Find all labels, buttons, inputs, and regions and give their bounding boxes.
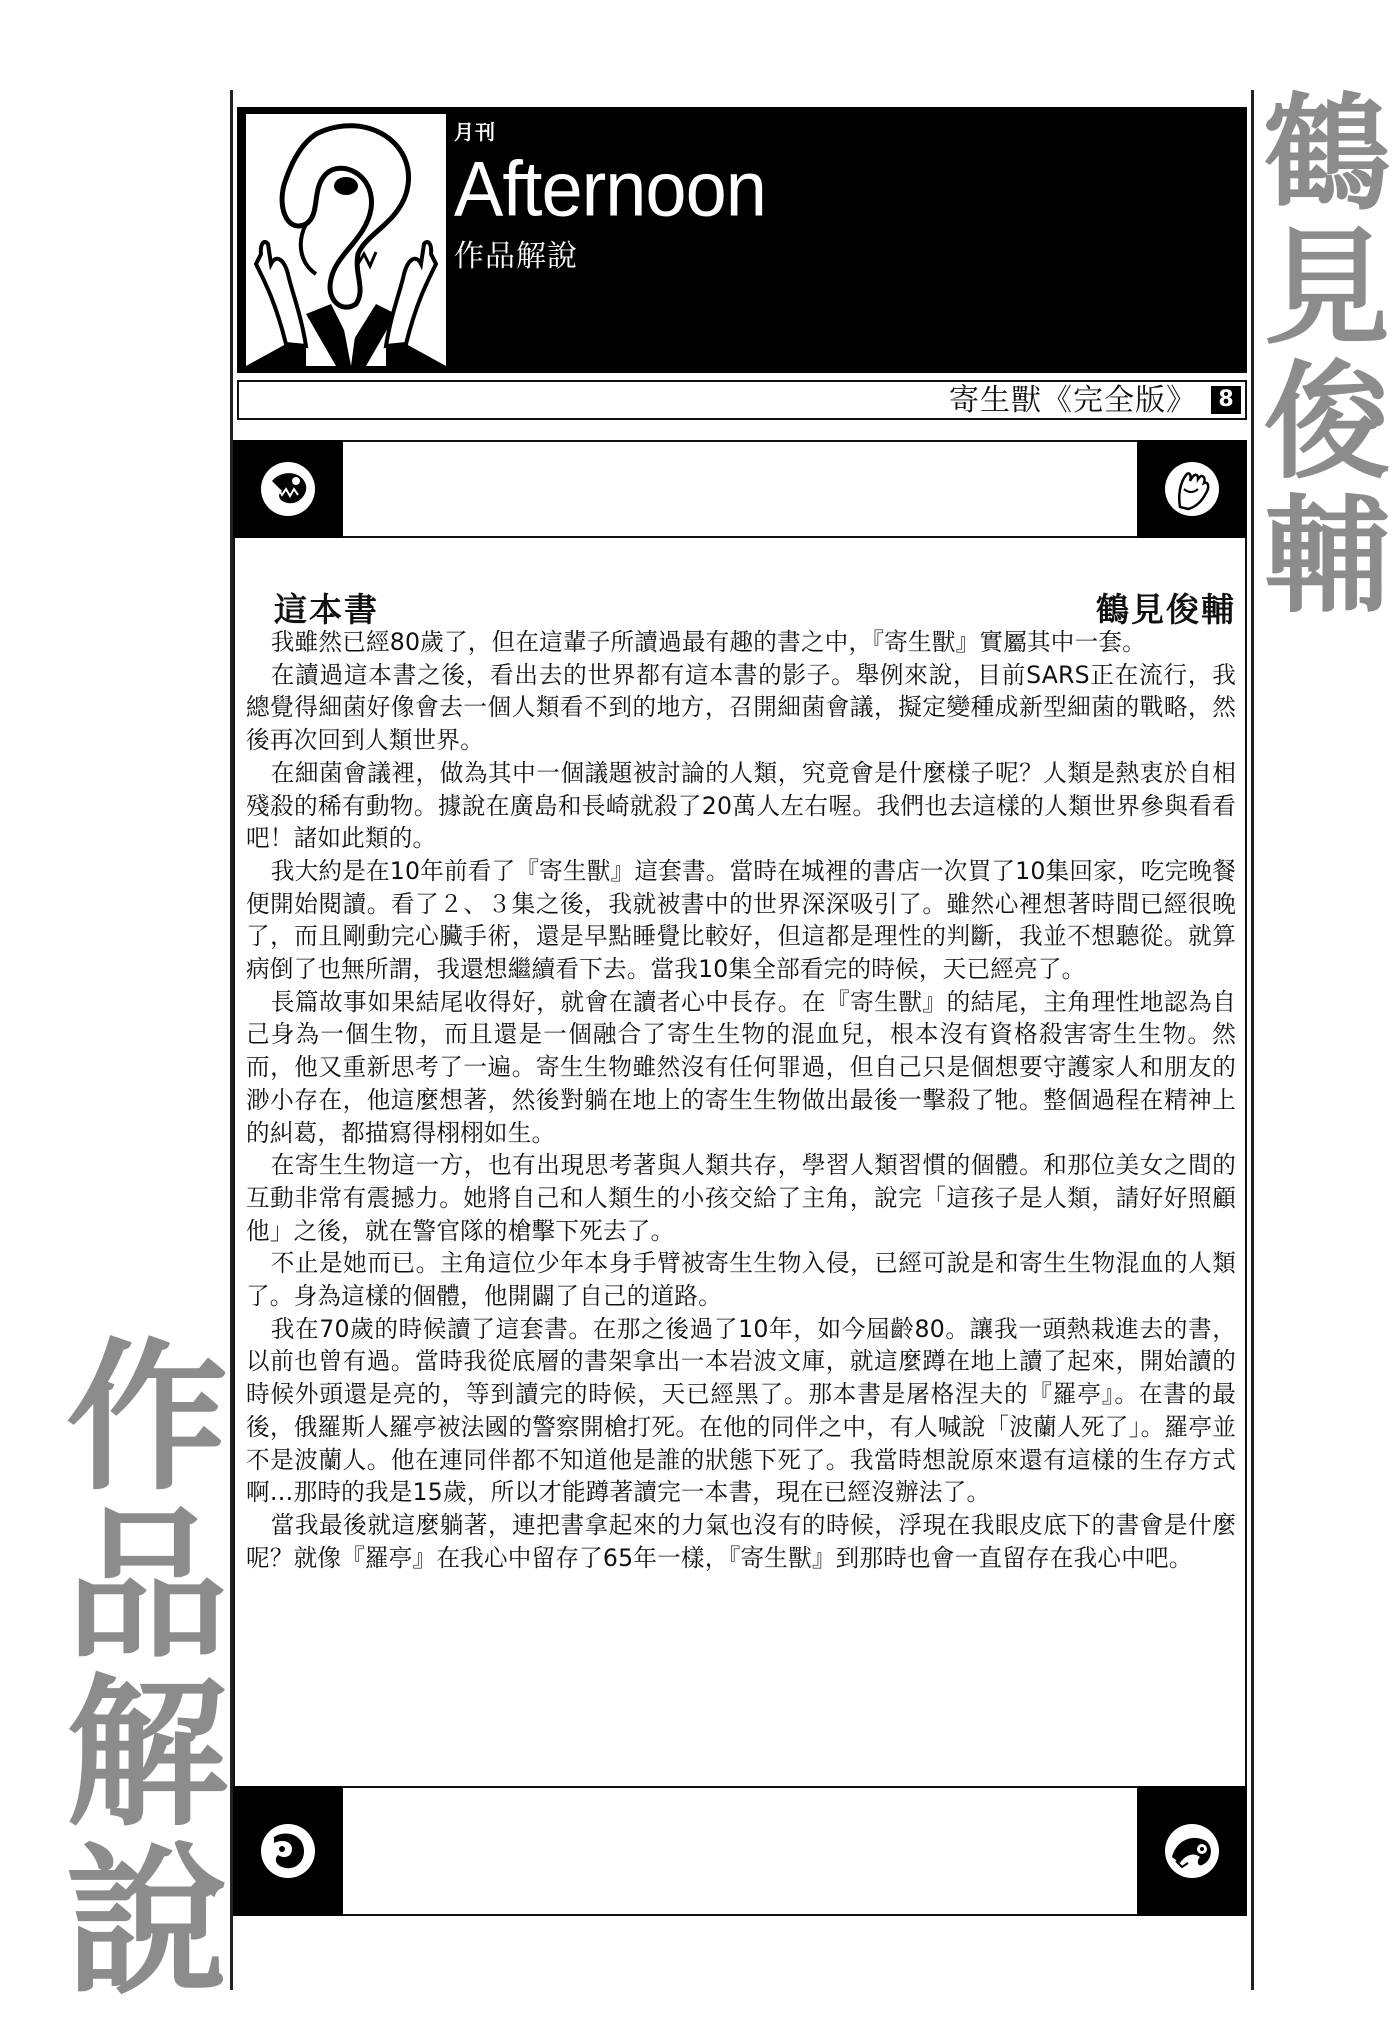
monthly-label: 月刊 xyxy=(454,120,496,144)
author-char: 俊 xyxy=(1264,349,1390,496)
magazine-header xyxy=(237,107,1247,373)
section-char: 解 xyxy=(66,1661,228,1849)
article-header xyxy=(246,584,1236,629)
paragraph: 我雖然已經80歲了，但在這輩子所讀過最有趣的書之中，『寄生獸』實屬其中一套。 xyxy=(270,628,1146,656)
article-body xyxy=(246,626,1236,1574)
volume-badge: 8 xyxy=(1211,386,1241,414)
paragraph: 在細菌會議裡，做為其中一個議題被討論的人類，究竟會是什麼樣子呢？人類是熱衷於自相殘殺的稀有動物。據說在廣島和長崎就殺了20萬人左右喔。我們也去這樣的人類世界參與看看吧！諸如此類的。 xyxy=(246,758,1236,853)
author-char: 輔 xyxy=(1264,483,1390,630)
section-vertical-label xyxy=(64,1325,230,2017)
paragraph: 長篇故事如果結尾收得好，就會在讀者心中長存。在『寄生獸』的結尾，主角理性地認為自己身為一個生物，而且還是一個融合了寄生生物的混血兒，根本沒有資格殺害寄生生物。然而，他又重新思考了一遍。寄生生物雖然沒有任何罪過，但自己只是個想要守護家人和朋友的渺小存在，他這麼想著，然後對躺在地上的寄生生物做出最後一擊殺了牠。整個過程在精神上的糾葛，都描寫得栩栩如生。 xyxy=(246,987,1236,1147)
parasite-head-icon xyxy=(233,440,343,538)
parasite-hand-icon xyxy=(1137,440,1247,538)
paragraph: 在讀過這本書之後，看出去的世界都有這本書的影子。舉例來說，目前SARS正在流行，我總覺得細菌好像會去一個人類看不到的地方，召開細菌會議，擬定變種成新型細菌的戰略，然後再次回到人類世界。 xyxy=(246,660,1236,755)
parasite-blob-icon xyxy=(1137,1786,1247,1916)
author-char: 見 xyxy=(1264,215,1390,362)
article-author: 鶴見俊輔 xyxy=(1096,590,1236,629)
top-band-panel xyxy=(343,440,1137,538)
parasite-face-illustration-icon xyxy=(246,114,446,366)
magazine-name: Afternoon xyxy=(454,144,766,233)
paragraph: 我在70歲的時候讀了這套書。在那之後過了10年，如今屆齡80。讓我一頭熱栽進去的書，以前也曾有過。當時我從底層的書架拿出一本岩波文庫，就這麼蹲在地上讀了起來，開始讀的時候外頭還是亮的，等到讀完的時候，天已經黑了。那本書是屠格涅夫的『羅亭』。在書的最後，俄羅斯人羅亭被法國的警察開槍打死。在他的同伴之中，有人喊說「波蘭人死了」。羅亭並不是波蘭人。他在連同伴都不知道他是誰的狀態下死了。我當時想說原來還有這樣的生存方式啊…那時的我是15歲，所以才能蹲著讀完一本書，現在已經沒辦法了。 xyxy=(246,1314,1236,1507)
paragraph: 不止是她而已。主角這位少年本身手臂被寄生生物入侵，已經可說是和寄生生物混血的人類了。身為這樣的個體，他開闢了自己的道路。 xyxy=(246,1249,1236,1311)
bottom-band-panel xyxy=(343,1786,1137,1916)
section-char: 作 xyxy=(66,1325,228,1513)
right-border-line xyxy=(1251,90,1254,1990)
paragraph: 我大約是在10年前看了『寄生獸』這套書。當時在城裡的書店一次買了10集回家，吃完晚餐便開始閱讀。看了２、３集之後，我就被書中的世界深深吸引了。雖然心裡想著時間已經很晚了，而且剛動完心臟手術，還是早點睡覺比較好，但這都是理性的判斷，我並不想聽從。就算病倒了也無所謂，我還想繼續看下去。當我10集全部看完的時候，天已經亮了。 xyxy=(246,856,1236,984)
section-char: 說 xyxy=(66,1829,228,2017)
header-titles xyxy=(454,116,766,275)
author-char: 鶴 xyxy=(1264,81,1390,228)
article xyxy=(246,584,1236,1574)
paragraph: 在寄生生物這一方，也有出現思考著與人類共存，學習人類習慣的個體。和那位美女之間的互動非常有震撼力。她將自己和人類生的小孩交給了主角，說完「這孩子是人類，請好好照顧他」之後，就在警官隊的槍擊下死去了。 xyxy=(246,1151,1236,1245)
section-char: 品 xyxy=(66,1493,228,1681)
paragraph: 當我最後就這麼躺著，連把書拿起來的力氣也沒有的時候，浮現在我眼皮底下的書會是什麼呢？就像『羅亭』在我心中留存了65年一樣，『寄生獸』到那時也會一直留存在我心中吧。 xyxy=(246,1510,1236,1572)
parasite-jaw-icon xyxy=(233,1786,343,1916)
author-vertical-label xyxy=(1262,81,1392,630)
series-title-bar xyxy=(237,380,1247,420)
series-title: 寄生獸《完全版》 xyxy=(949,383,1197,418)
bottom-decorative-band xyxy=(233,1786,1247,1916)
header-subtitle: 作品解說 xyxy=(454,239,578,274)
article-title: 這本書 xyxy=(274,590,379,629)
top-decorative-band xyxy=(233,440,1247,538)
